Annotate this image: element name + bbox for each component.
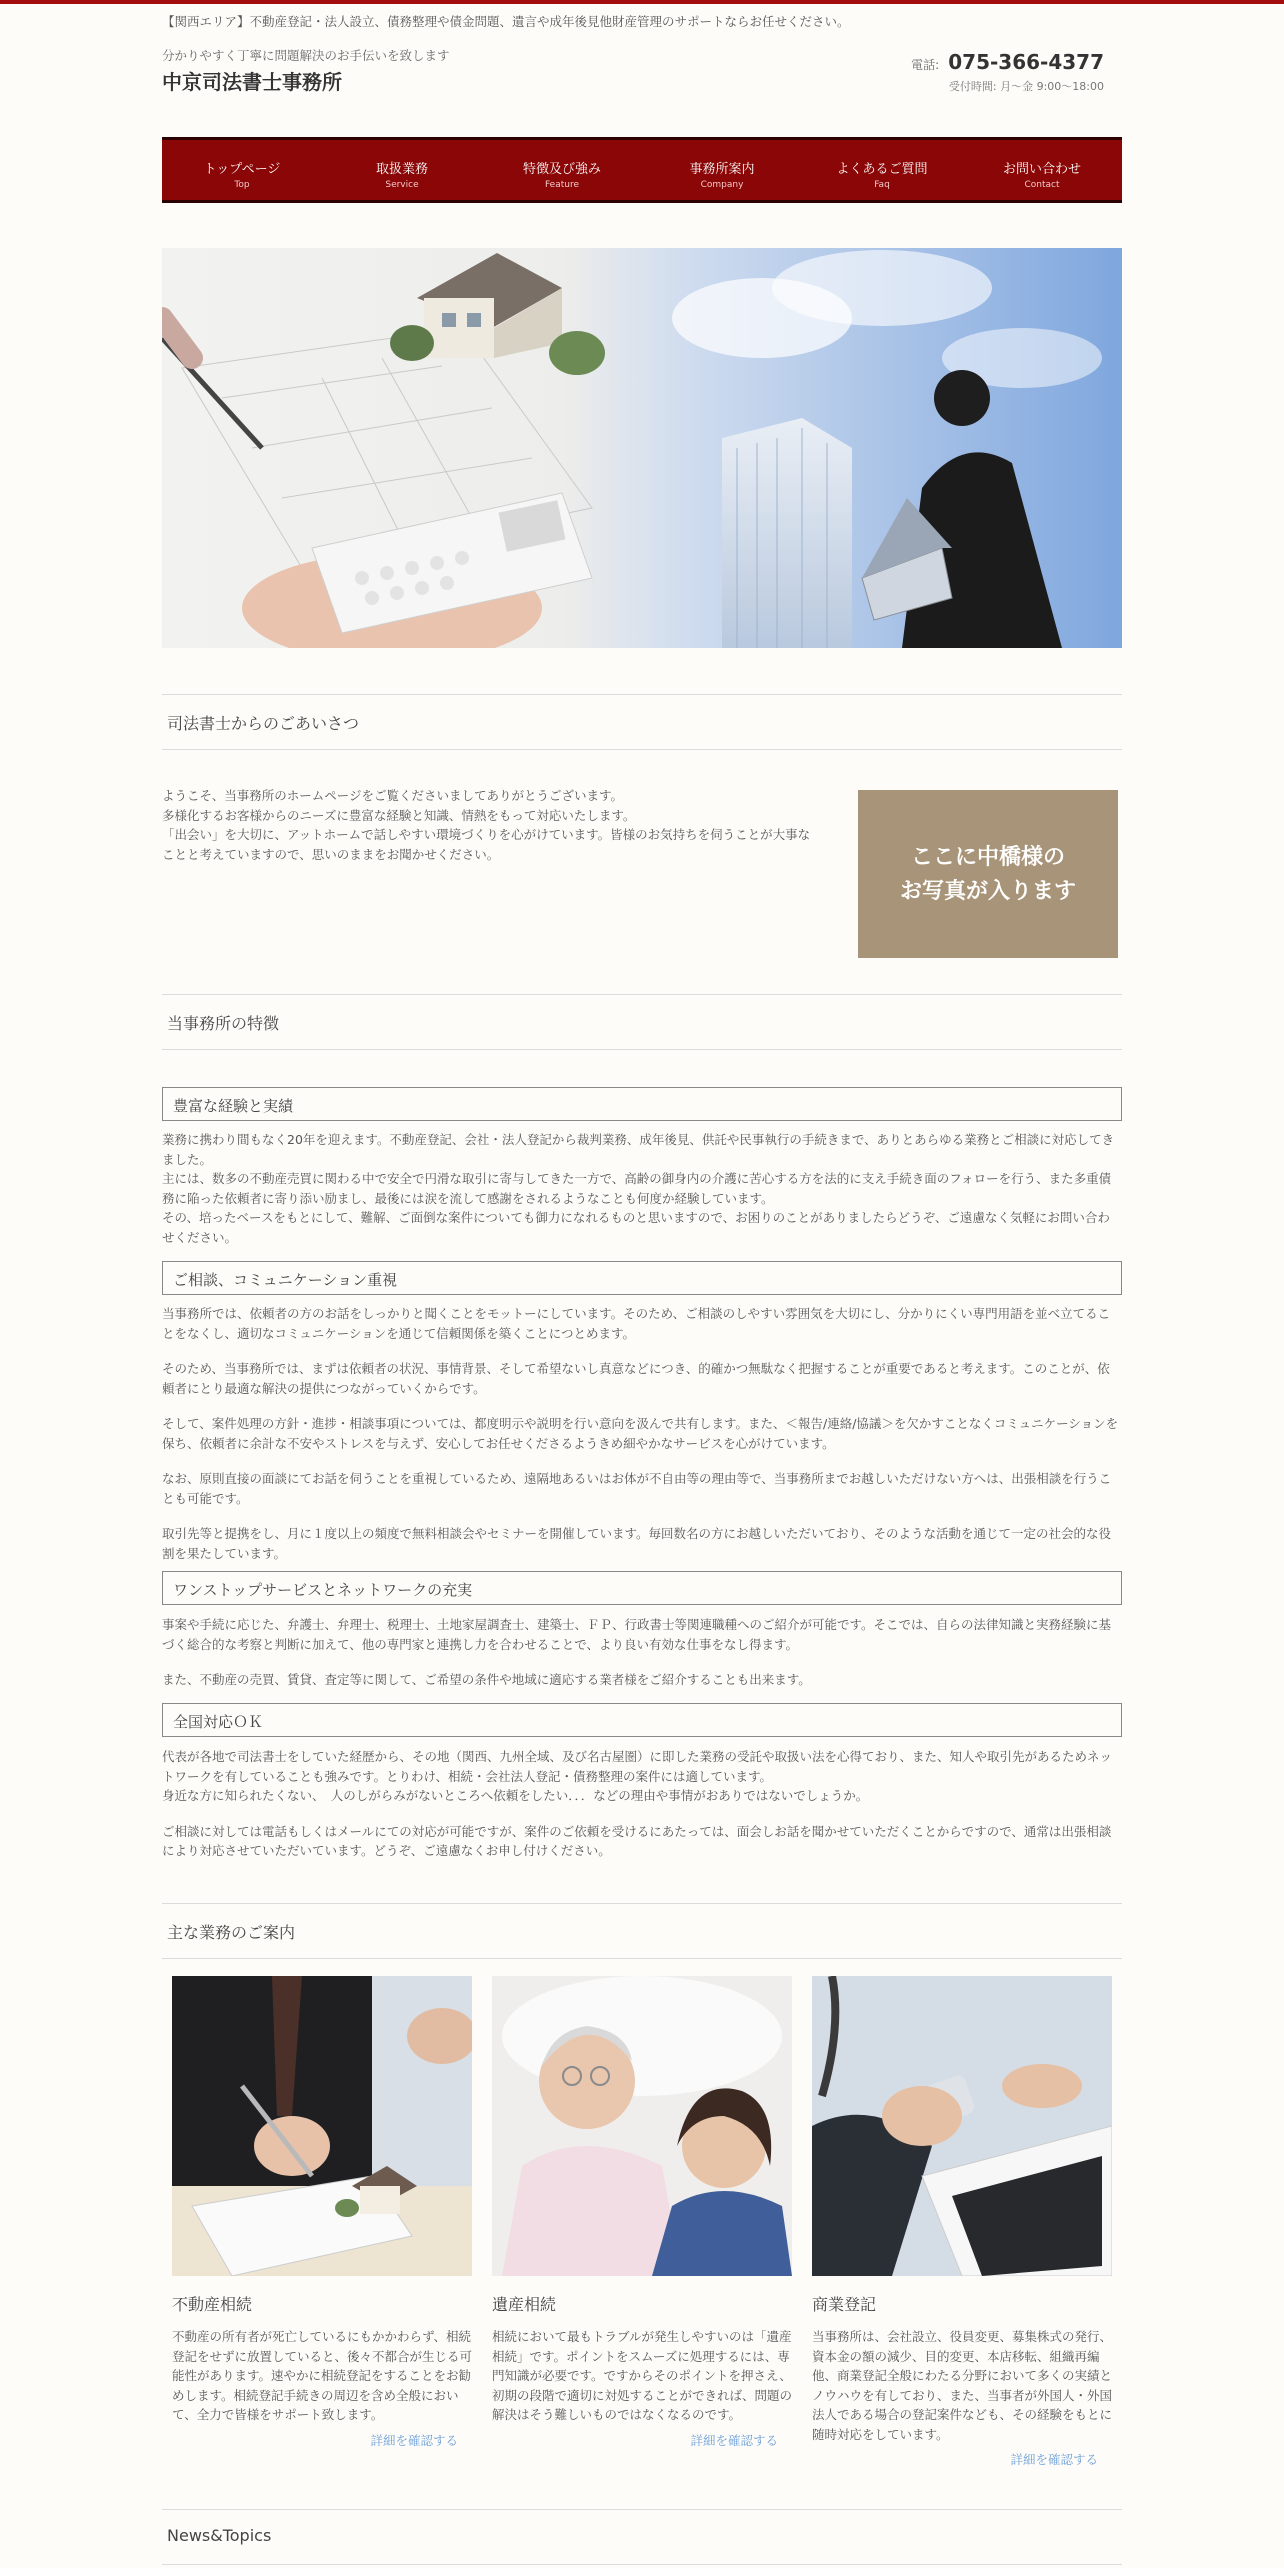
feature-text-communication bbox=[162, 1304, 1122, 1579]
phone-box bbox=[911, 50, 1104, 94]
nav-sublabel: Top bbox=[234, 180, 250, 190]
paragraph: 代表が各地で司法書士をしていた経歴から、その地（関西、九州全域、及び名古屋圏）に即した業務の受託や取扱い法を心得ており、また、知人や取引先があるためネットワークを有していることも強みです。とりわけ、相続・会社法人登記・債務整理の案件には適しています。 身近な方に知られたくない、 人のしがらみがないところへ依頼をしたい．．．などの理由や事情がおありではないでしょうか。 bbox=[162, 1749, 1113, 1803]
phone-number[interactable]: 075-366-4377 bbox=[948, 50, 1104, 74]
greeting-section-title: 司法書士からのごあいさつ bbox=[162, 694, 1122, 750]
hero-image bbox=[162, 248, 1122, 648]
service-card-commercial bbox=[812, 1976, 1112, 2468]
feature-heading-network: ワンストップサービスとネットワークの充実 bbox=[162, 1571, 1122, 1605]
business-hours: 受付時間: 月～金 9:00～18:00 bbox=[948, 80, 1104, 93]
nav-item-top[interactable] bbox=[162, 140, 322, 200]
feature-heading-nationwide: 全国対応ＯＫ bbox=[162, 1703, 1122, 1737]
nav-sublabel: Company bbox=[700, 180, 744, 190]
paragraph: なお、原則直接の面談にてお話を伺うことを重視しているため、遠隔地あるいはお体が不自由等の理由等で、当事務所までお越しいただけない方へは、出張相談を行うことも可能です。 bbox=[162, 1471, 1112, 1506]
service-card-real-estate bbox=[172, 1976, 472, 2449]
feature-text-nationwide bbox=[162, 1747, 1122, 1877]
service-image bbox=[812, 1976, 1112, 2276]
nav-label: お問い合わせ bbox=[1002, 162, 1081, 177]
service-title[interactable]: 商業登記 bbox=[812, 2295, 877, 2314]
nav-sublabel: Faq bbox=[874, 180, 890, 190]
nav-label: よくあるご質問 bbox=[836, 162, 928, 177]
greeting-line: 「出会い」を大切に、アットホームで話しやすい環境づくりを心がけています。皆様のお気持ちを伺うことが大事な bbox=[162, 827, 811, 842]
real-estate-illustration bbox=[172, 1976, 472, 2276]
nav-item-faq[interactable] bbox=[802, 140, 962, 200]
photo-placeholder-line: ここに中橋様の bbox=[910, 844, 1065, 870]
profile-photo-placeholder bbox=[858, 790, 1118, 958]
nav-item-contact[interactable] bbox=[962, 140, 1122, 200]
service-description: 当事務所は、会社設立、役員変更、募集株式の発行、資本金の額の減少、目的変更、本店移転、組織再編他、商業登記全般にわたる分野において多くの実績とノウハウを有しており、また、当事者が外国人・外国法人である場合の登記案件なども、その経験をもとに随時対応をしています。 bbox=[812, 2329, 1113, 2442]
paragraph: そして、案件処理の方針・進捗・相談事項については、都度明示や説明を行い意向を汲んで共有します。また、＜報告/連絡/協議＞を欠かすことなくコミュニケーションを保ち、依頼者に余計な不安やストレスを与えず、安心してお任せくださるようきめ細やかなサービスを心がけています。 bbox=[162, 1416, 1119, 1451]
header-top-line: 【関西エリア】不動産登記・法人設立、債務整理や債金問題、遺言や成年後見他財産管理のサポートならお任せください。 bbox=[162, 14, 850, 29]
greeting-line: ことと考えていますので、思いのままをお聞かせください。 bbox=[162, 846, 500, 862]
feature-heading-communication: ご相談、コミュニケーション重視 bbox=[162, 1261, 1122, 1295]
nav-label: 特徴及び強み bbox=[522, 162, 601, 177]
nav-item-feature[interactable] bbox=[482, 140, 642, 200]
phone-label: 電話: bbox=[911, 58, 940, 72]
paragraph: 当事務所では、依頼者の方のお話をしっかりと聞くことをモットーにしています。そのため、ご相談のしやすい雰囲気を大切にし、分かりにくい専門用語を並べ立てることをなくし、適切なコミュニケーションを通じて信頼関係を築くことにつとめます。 bbox=[162, 1306, 1111, 1341]
service-description: 不動産の所有者が死亡しているにもかかわらず、相続登記をせずに放置していると、後々不都合が生じる可能性があります。速やかに相続登記をすることをお勧めします。相続登記手続きの周辺を含め全般において、全力で皆様をサポート致します。 bbox=[172, 2329, 473, 2422]
greeting-text bbox=[162, 786, 842, 864]
service-detail-link[interactable]: 詳細を確認する bbox=[1010, 2452, 1098, 2467]
paragraph: また、不動産の売買、賃貸、査定等に関して、ご希望の条件や地域に適応する業者様をご紹介することも出来ます。 bbox=[162, 1672, 811, 1687]
feature-text-network bbox=[162, 1615, 1122, 1706]
nav-sublabel: Service bbox=[385, 180, 419, 190]
service-detail-link[interactable]: 詳細を確認する bbox=[690, 2432, 778, 2448]
news-section-title: News&Topics bbox=[162, 2509, 1122, 2565]
commercial-illustration bbox=[812, 1976, 1112, 2276]
service-image bbox=[172, 1976, 472, 2276]
service-description: 相続において最もトラブルが発生しやすいのは「遺産相続」です。ポイントをスムーズに処理するには、専門知識が必要です。ですからそのポイントを押さえ、初期の段階で適切に対処することができれば、問題の解決はそう難しいものではなくなるのです。 bbox=[492, 2329, 793, 2422]
paragraph: 取引先等と提携をし、月に１度以上の頻度で無料相談会やセミナーを開催しています。毎回数名の方にお越しいただいており、そのような活動を通じて一定の社会的な役割を果たしています。 bbox=[162, 1526, 1112, 1561]
features-section-title: 当事務所の特徴 bbox=[162, 994, 1122, 1050]
paragraph: そのため、当事務所では、まずは依頼者の状況、事情背景、そして希望ないし真意などにつき、的確かつ無駄なく把握することが重要であると考えます。このことが、依頼者にとり最適な解決の提供につながっていくからです。 bbox=[162, 1361, 1110, 1396]
service-image bbox=[492, 1976, 792, 2276]
service-detail-link[interactable]: 詳細を確認する bbox=[370, 2432, 458, 2448]
service-title[interactable]: 遺産相続 bbox=[492, 2295, 557, 2314]
paragraph: 事案や手続に応じた、弁護士、弁理士、税理士、土地家屋調査士、建築士、ＦＰ、行政書士等関連職種へのご紹介が可能です。そこでは、自らの法律知識と実務経験に基づく総合的な考察と判断に加えて、他の専門家と連携し力を合わせることで、より良い有効な仕事をなし得ます。 bbox=[162, 1617, 1112, 1652]
global-nav bbox=[162, 137, 1122, 203]
nav-label: 取扱業務 bbox=[375, 162, 428, 177]
nav-sublabel: Contact bbox=[1024, 180, 1060, 190]
site-name[interactable]: 中京司法書士事務所 bbox=[162, 70, 342, 94]
service-card-inheritance bbox=[492, 1976, 792, 2449]
greeting-line: ようこそ、当事務所のホームページをご覧くださいましてありがとうございます。 bbox=[162, 788, 624, 803]
nav-label: 事務所案内 bbox=[689, 162, 755, 177]
nav-item-service[interactable] bbox=[322, 140, 482, 200]
services-section-title: 主な業務のご案内 bbox=[162, 1903, 1122, 1959]
feature-heading-experience: 豊富な経験と実績 bbox=[162, 1087, 1122, 1121]
header-tagline: 分かりやすく丁寧に問題解決のお手伝いを致します bbox=[162, 48, 450, 63]
nav-label: トップページ bbox=[203, 162, 281, 177]
hero-illustration bbox=[162, 248, 1122, 648]
greeting-line: 多様化するお客様からのニーズに豊富な経験と知識、情熱をもって対応いたします。 bbox=[162, 807, 636, 823]
paragraph: ご相談に対しては電話もしくはメールにての対応が可能ですが、案件のご依頼を受けるにあたっては、面会しお話を聞かせていただくことからですので、通常は出張相談により対応させていただいています。どうぞ、ご遠慮なくお申し付けください。 bbox=[162, 1823, 1112, 1858]
nav-item-company[interactable] bbox=[642, 140, 802, 200]
feature-text-experience: 業務に携わり間もなく20年を迎えます。不動産登記、会社・法人登記から裁判業務、成年後見、供託や民事執行の手続きまで、ありとあらゆる業務とご相談に対応してきました。 主には、数多の不動産売買に関わる中で安全で円滑な取引に寄与してきた一方で、高齢の御身内の介護に苦心する方を法的に支え手続き面のフォローを行う、また多重債務に陥った依頼者に寄り添い励まし、最後には涙を流して感謝をされるようなことも何度か経験しています。 その、培ったベースをもとにして、難解、ご面倒な案件についても御力になれるものと思いますので、お困りのことがありましたらどうぞ、ご遠慮なく気軽にお問い合わせください。 bbox=[162, 1132, 1115, 1245]
inheritance-illustration bbox=[492, 1976, 792, 2276]
nav-sublabel: Feature bbox=[544, 180, 579, 190]
service-title[interactable]: 不動産相続 bbox=[172, 2295, 253, 2314]
photo-placeholder-line: お写真が入ります bbox=[899, 878, 1076, 904]
